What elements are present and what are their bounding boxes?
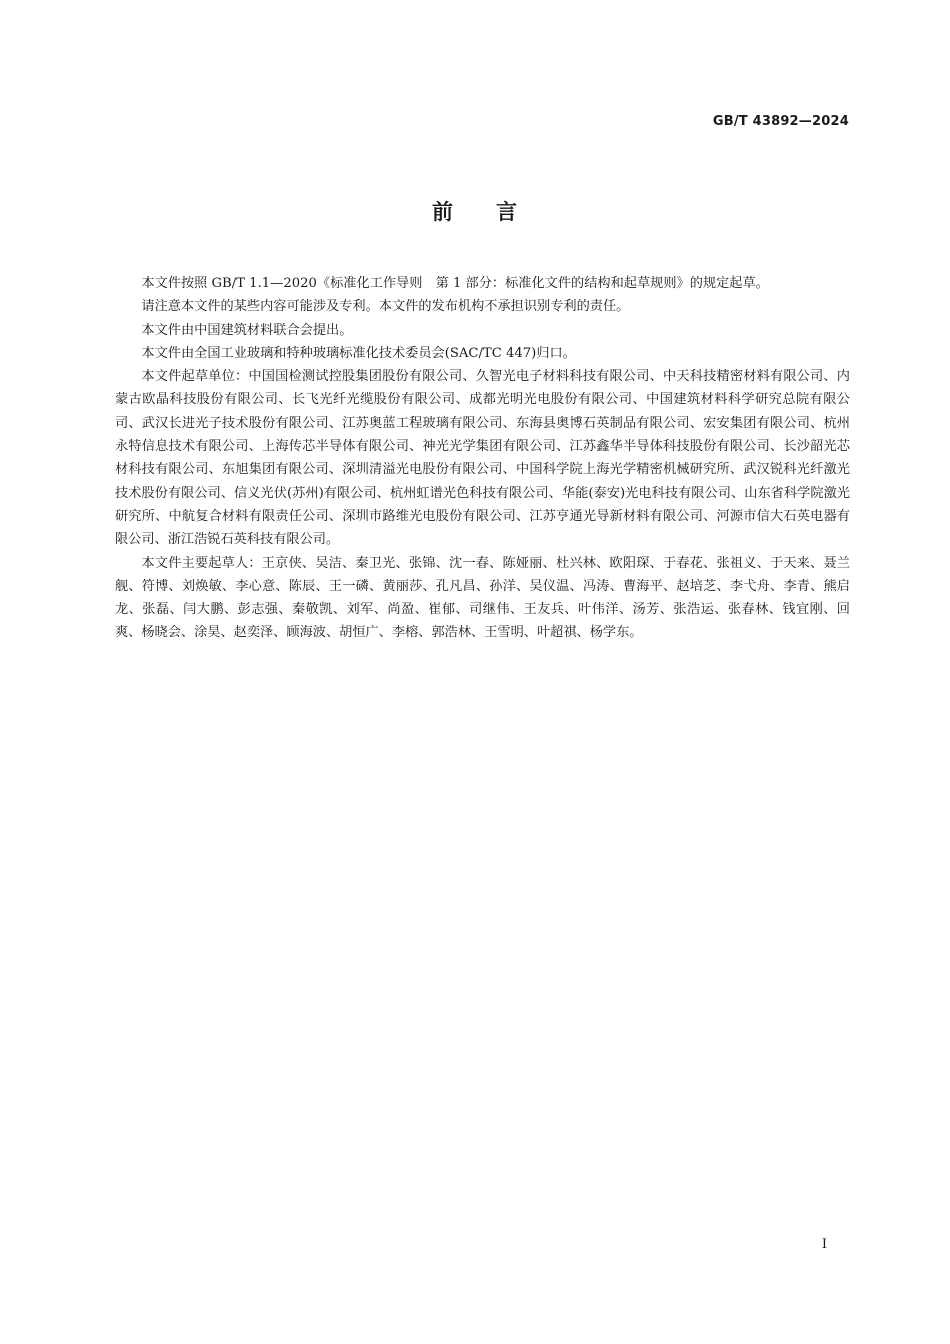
paragraph-proposer: 本文件由中国建筑材料联合会提出。 [141,322,353,338]
paragraph-drafting-rules: 本文件按照 GB/T 1.1—2020《标准化工作导则 第 1 部分：标准化文件的结构和起草规则》的规定起草。 [141,276,769,291]
paragraph-patent-notice: 请注意本文件的某些内容可能涉及专利。本文件的发布机构不承担识别专利的责任。 [141,299,630,315]
paragraph-technical-committee: 本文件由全国工业玻璃和特种玻璃标准化技术委员会(SAC/TC 447)归口。 [141,345,576,361]
paragraph-main-drafters: 本文件主要起草人：王京侠、吴洁、秦卫光、张锦、沈一春、陈娅丽、杜兴林、欧阳琛、于春花、张祖义、于天来、聂兰舰、符博、刘焕敏、李心意、陈辰、王一磷、黄丽莎、孔凡昌、孙洋、吴仪温、冯涛、曹海平、赵培芝、李弋舟、李青、熊启龙、张磊、闫大鹏、彭志强、秦敬凯、刘军、尚盈、崔郁、司继伟、王友兵、叶伟洋、汤芳、张浩运、张春林、钱宜刚、回爽、杨晓会、涂昊、赵奕泽、顾海波、胡恒广、李榕、郭浩林、王雪明、叶超祺、杨学东。 [115,555,850,641]
page-title [0,196,950,226]
page-number: I [821,1237,827,1252]
title-char-1: 前 [432,200,454,224]
standard-number: GB/T 43892—2024 [712,114,849,129]
paragraph-drafting-units: 本文件起草单位：中国国检测试控股集团股份有限公司、久智光电子材料科技有限公司、中天科技精密材料有限公司、内蒙古欧晶科技股份有限公司、长飞光纤光缆股份有限公司、成都光明光电股份有限公司、中国建筑材料科学研究总院有限公司、武汉长进光子技术股份有限公司、江苏奥蓝工程玻璃有限公司、东海县奥博石英制品有限公司、宏安集团有限公司、杭州永特信息技术有限公司、上海传芯半导体有限公司、神光光学集团有限公司、江苏鑫华半导体科技股份有限公司、长沙韶光芯材科技有限公司、东旭集团有限公司、深圳清溢光电股份有限公司、中国科学院上海光学精密机械研究所、武汉锐科光纤激光技术股份有限公司、信义光伏(苏州)有限公司、杭州虹谱光色科技有限公司、华能(泰安)光电科技有限公司、山东省科学院激光研究所、中航复合材料有限责任公司、深圳市路维光电股份有限公司、江苏亨通光导新材料有限公司、河源市信大石英电器有限公司、浙江浩锐石英科技有限公司。 [115,369,850,548]
title-char-2: 言 [496,200,518,224]
foreword-body [115,272,850,645]
